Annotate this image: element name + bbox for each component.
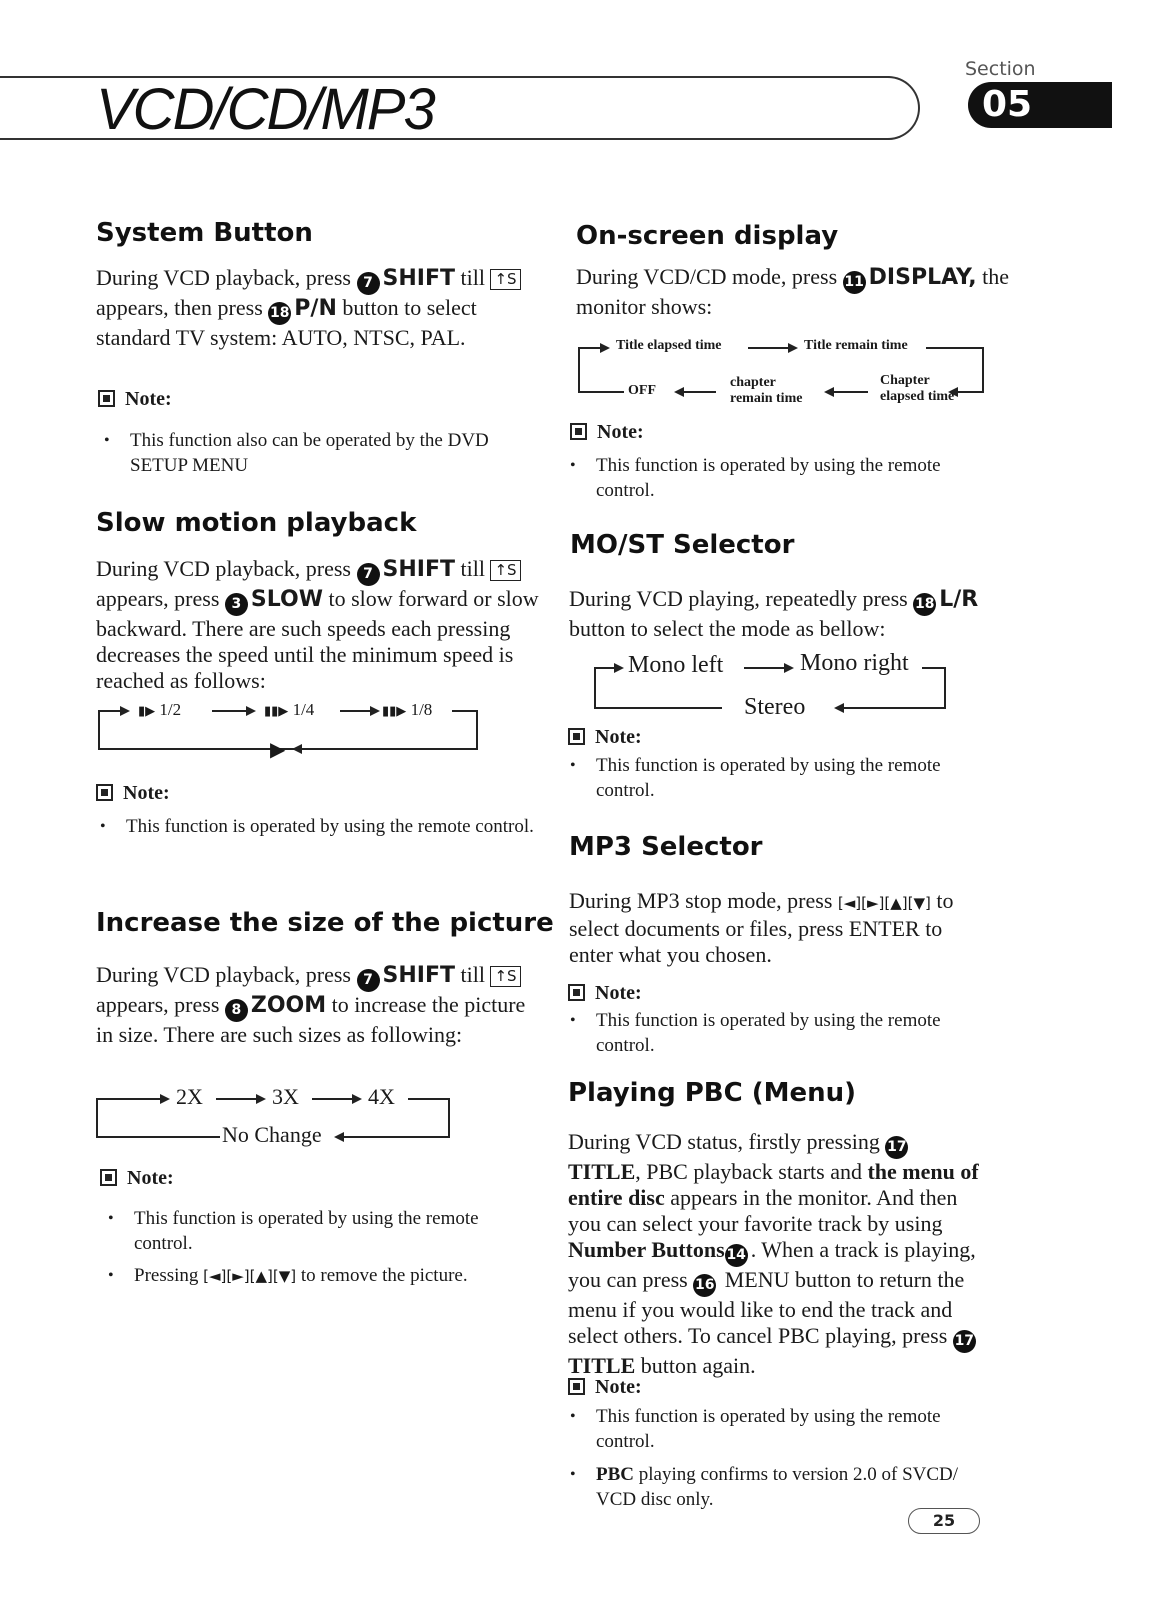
pbc-note: Note: bbox=[568, 1376, 642, 1399]
note-icon bbox=[568, 984, 585, 1001]
shift-indicator-icon: ↑S bbox=[490, 269, 520, 290]
osd-title-elapsed: Title elapsed time bbox=[616, 338, 722, 353]
slow-speed-2: ▮▮▶ 1/4 bbox=[264, 700, 315, 719]
slow-motion-note-item: • This function is operated by using the remote control. bbox=[96, 814, 536, 839]
button-7-icon: 7 bbox=[357, 272, 380, 295]
mp3-text: During MP3 stop mode, press [◄][►][▲][▼] to select documents or files, press ENTER to enter what you chosen. bbox=[569, 888, 954, 967]
play-icon: ▶ bbox=[270, 737, 286, 761]
osd-text: During VCD/CD mode, press 11 DISPLAY, the monitor shows: bbox=[576, 264, 1010, 319]
note-icon bbox=[96, 784, 113, 801]
system-button-note: Note: bbox=[98, 388, 172, 411]
button-7-icon: 7 bbox=[357, 563, 380, 586]
zoom-4x: 4X bbox=[368, 1084, 395, 1109]
shift-indicator-icon: ↑S bbox=[490, 560, 520, 581]
mp3-note-item: • This function is operated by using the remote control. bbox=[566, 1008, 986, 1058]
button-18-icon: 18 bbox=[268, 302, 291, 325]
button-14-icon: 14 bbox=[725, 1244, 748, 1267]
osd-heading: On-screen display bbox=[576, 221, 839, 251]
button-7-icon: 7 bbox=[357, 969, 380, 992]
system-button-heading: System Button bbox=[96, 218, 313, 248]
pbc-heading: Playing PBC (Menu) bbox=[568, 1078, 857, 1108]
most-note: Note: bbox=[568, 726, 642, 749]
note-icon bbox=[568, 1378, 585, 1395]
mp3-note: Note: bbox=[568, 982, 642, 1005]
zoom-text: During VCD playback, press 7 SHIFT till ↑S appears, press 8 ZOOM to increase the picture in size. There are such sizes as following: bbox=[96, 962, 526, 1047]
system-button-text: During VCD playback, press 7 SHIFT till ↑S appears, then press 18 P/N button to select standard TV system: AUTO, NTSC, PAL. bbox=[96, 265, 536, 351]
button-17-icon: 17 bbox=[953, 1330, 976, 1353]
osd-note: Note: bbox=[570, 421, 644, 444]
direction-arrows-icon: [◄][►][▲][▼] bbox=[203, 1267, 297, 1285]
pbc-note-item-2: • PBC playing confirms to version 2.0 of SVCD/ VCD disc only. bbox=[566, 1462, 996, 1512]
osd-chapter-remain: chapter remain time bbox=[730, 375, 803, 406]
slow-speed-1: ▮▶ 1/2 bbox=[138, 700, 182, 719]
button-8-icon: 8 bbox=[225, 999, 248, 1022]
note-icon bbox=[568, 728, 585, 745]
note-icon bbox=[98, 390, 115, 407]
page-number: 25 bbox=[908, 1508, 980, 1534]
mono-right: Mono right bbox=[800, 650, 909, 676]
chapter-title: VCD/CD/MP3 bbox=[96, 77, 434, 142]
slow-forward-icon: ▮▶ bbox=[138, 704, 156, 719]
button-17-icon: 17 bbox=[885, 1136, 908, 1159]
most-note-item: • This function is operated by using the remote control. bbox=[566, 753, 986, 803]
slow-motion-note: Note: bbox=[96, 782, 170, 805]
section-number-badge: 05 bbox=[968, 82, 1112, 128]
stereo: Stereo bbox=[744, 694, 806, 720]
zoom-heading: Increase the size of the picture bbox=[96, 908, 554, 938]
osd-note-item: • This function is operated by using the remote control. bbox=[566, 453, 986, 503]
slow-motion-heading: Slow motion playback bbox=[96, 508, 417, 538]
button-16-icon: 16 bbox=[693, 1274, 716, 1297]
slow-forward-icon: ▮▮▶ bbox=[382, 704, 407, 719]
zoom-2x: 2X bbox=[176, 1084, 203, 1109]
direction-arrows-icon: [◄][►][▲][▼] bbox=[837, 894, 931, 912]
note-icon bbox=[570, 423, 587, 440]
mono-left: Mono left bbox=[628, 652, 724, 678]
zoom-note: Note: bbox=[100, 1167, 174, 1190]
zoom-no-change: No Change bbox=[222, 1122, 322, 1147]
osd-title-remain: Title remain time bbox=[804, 338, 908, 353]
button-11-icon: 11 bbox=[843, 271, 866, 294]
slow-motion-text: During VCD playback, press 7 SHIFT till ↑S appears, press 3 SLOW to slow forward or slow backward. There are such speeds each pressing decreases the speed until the minimum speed is reached as follows: bbox=[96, 556, 539, 693]
zoom-note-item-2: • Pressing [◄][►][▲][▼] to remove the picture. bbox=[104, 1263, 544, 1289]
button-18-icon: 18 bbox=[913, 593, 936, 616]
most-heading: MO/ST Selector bbox=[570, 530, 795, 560]
most-text: During VCD playing, repeatedly press 18 L/R button to select the mode as bellow: bbox=[569, 586, 979, 641]
pbc-text: During VCD status, firstly pressing 17 TITLE, PBC playback starts and the menu of entire disc appears in the monitor. And then you can select your favorite track by using Number Buttons 14 . When a track is playing, you can press 16 MENU button to return the menu if you would like to end the track and select others. To cancel PBC playing, press 17 TITLE button again. bbox=[568, 1129, 979, 1378]
slow-forward-icon: ▮▮▶ bbox=[264, 704, 289, 719]
mp3-heading: MP3 Selector bbox=[569, 832, 763, 862]
button-3-icon: 3 bbox=[225, 593, 248, 616]
section-label: Section bbox=[965, 58, 1036, 80]
zoom-note-item-1: • This function is operated by using the remote control. bbox=[104, 1206, 534, 1256]
slow-speed-3: ▮▮▶ 1/8 bbox=[382, 700, 433, 719]
note-icon bbox=[100, 1169, 117, 1186]
zoom-3x: 3X bbox=[272, 1084, 299, 1109]
shift-indicator-icon: ↑S bbox=[490, 966, 520, 987]
osd-off: OFF bbox=[628, 383, 656, 398]
pbc-note-item-1: • This function is operated by using the remote control. bbox=[566, 1404, 986, 1454]
system-button-note-item: • This function also can be operated by the DVD SETUP MENU bbox=[100, 428, 540, 478]
osd-chapter-elapsed: Chapter elapsed time bbox=[880, 373, 955, 404]
